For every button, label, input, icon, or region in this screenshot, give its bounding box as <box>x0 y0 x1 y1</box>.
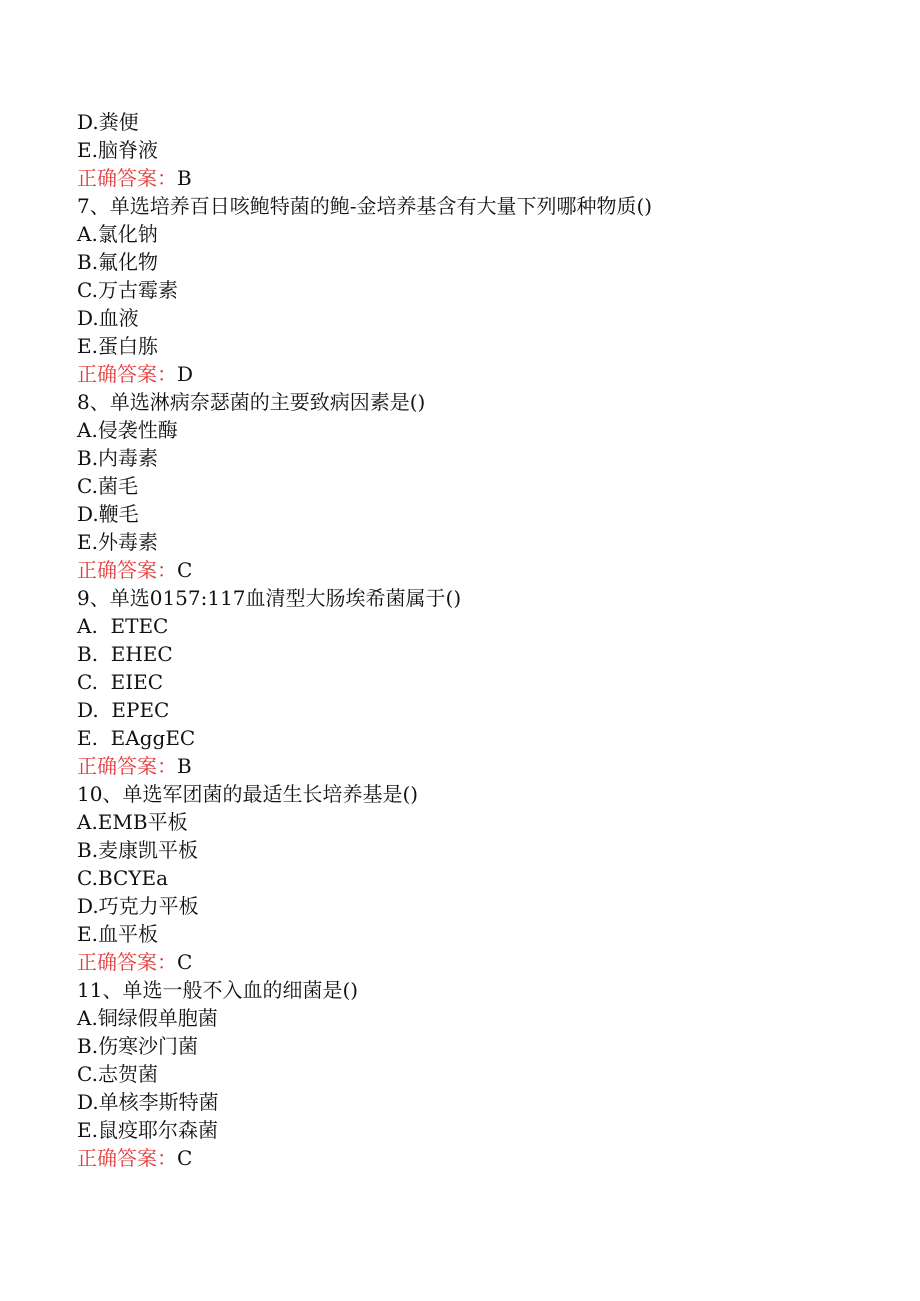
question-stem: 8、单选淋病奈瑟菌的主要致病因素是() <box>77 390 426 414</box>
answer-value: B <box>177 166 192 190</box>
option-line: E. EAggEC <box>77 726 196 750</box>
answer-label: 正确答案： <box>77 950 177 974</box>
option-line: A.氯化钠 <box>77 222 158 246</box>
option-line: B.氟化物 <box>77 250 159 274</box>
answer-line <box>77 360 877 388</box>
option-line: C.志贺菌 <box>77 1062 158 1086</box>
option-line: C.BCYEa <box>77 866 169 890</box>
option-line: E.蛋白胨 <box>77 334 158 358</box>
document-body <box>77 108 877 1172</box>
option-line: C.菌毛 <box>77 474 138 498</box>
option-line: C. EIEC <box>77 670 164 694</box>
question-block <box>77 192 877 388</box>
answer-line <box>77 556 877 584</box>
option-line: C.万古霉素 <box>77 278 178 302</box>
option-line: E.脑脊液 <box>77 138 158 162</box>
answer-line <box>77 752 877 780</box>
question-block <box>77 976 877 1172</box>
option-line: E.血平板 <box>77 922 158 946</box>
option-line: A.侵袭性酶 <box>77 418 178 442</box>
option-line: D.巧克力平板 <box>77 894 199 918</box>
option-line: B.伤寒沙门菌 <box>77 1034 199 1058</box>
option-line: A.EMB平板 <box>77 810 188 834</box>
answer-label: 正确答案： <box>77 166 177 190</box>
question-stem: 11、单选一般不入血的细菌是() <box>77 978 359 1002</box>
answer-value: C <box>177 950 193 974</box>
answer-line <box>77 164 877 192</box>
option-line: E.鼠疫耶尔森菌 <box>77 1118 218 1142</box>
answer-value: B <box>177 754 192 778</box>
answer-value: C <box>177 558 193 582</box>
option-line: E.外毒素 <box>77 530 158 554</box>
question-stem: 9、单选0157:117血清型大肠埃希菌属于() <box>77 586 462 610</box>
question-stem: 10、单选军团菌的最适生长培养基是() <box>77 782 419 806</box>
option-line: D.血液 <box>77 306 139 330</box>
question-block <box>77 780 877 976</box>
option-line: A. ETEC <box>77 614 169 638</box>
option-line: D.鞭毛 <box>77 502 139 526</box>
answer-label: 正确答案： <box>77 558 177 582</box>
option-line: B. EHEC <box>77 642 173 666</box>
question-stem: 7、单选培养百日咳鲍特菌的鲍-金培养基含有大量下列哪种物质() <box>77 194 653 218</box>
option-line: D. EPEC <box>77 698 170 722</box>
answer-line <box>77 948 877 976</box>
answer-value: C <box>177 1146 193 1170</box>
answer-label: 正确答案： <box>77 754 177 778</box>
option-line: A.铜绿假单胞菌 <box>77 1006 218 1030</box>
option-line: B.麦康凯平板 <box>77 838 199 862</box>
option-line: D.单核李斯特菌 <box>77 1090 219 1114</box>
answer-value: D <box>177 362 194 386</box>
option-line: D.粪便 <box>77 110 139 134</box>
answer-line <box>77 1144 877 1172</box>
answer-label: 正确答案： <box>77 362 177 386</box>
question-block <box>77 388 877 584</box>
answer-label: 正确答案： <box>77 1146 177 1170</box>
question-block <box>77 584 877 780</box>
option-line: B.内毒素 <box>77 446 159 470</box>
